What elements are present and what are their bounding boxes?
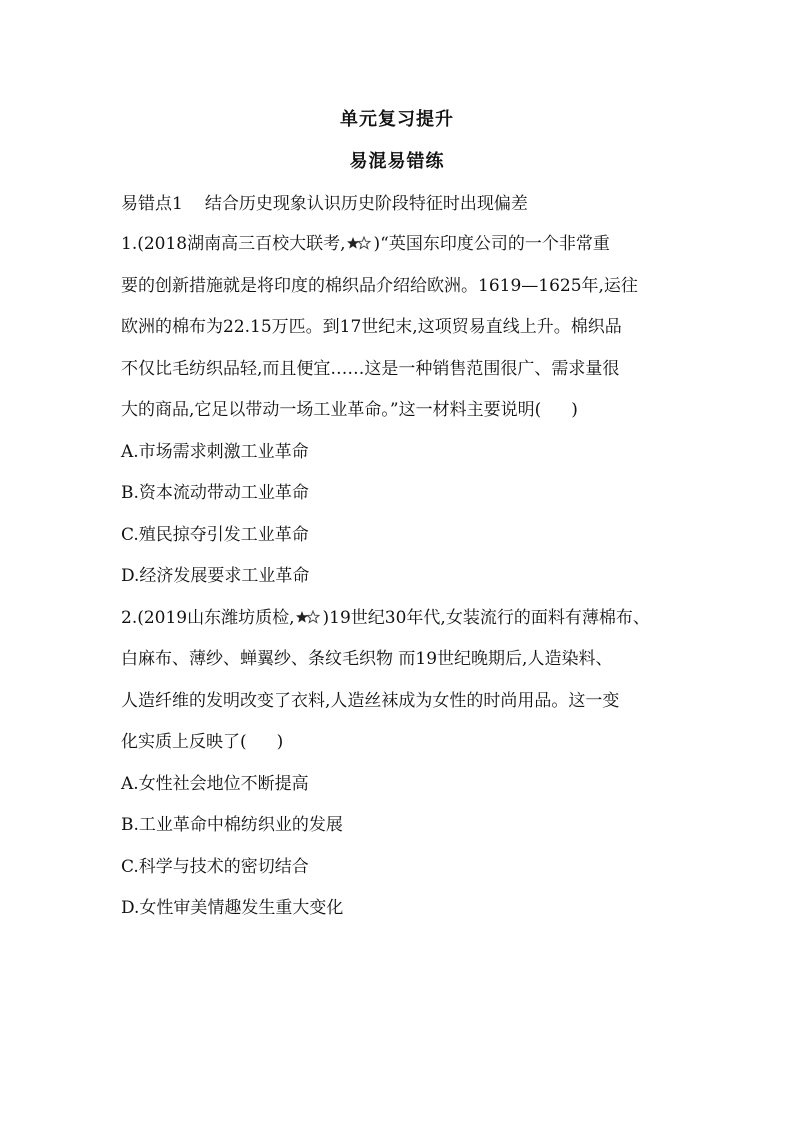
question-2-option-a: A.女性社会地位不断提高 [121, 774, 309, 794]
section-label: 易错点1 [121, 194, 183, 214]
question-2-line-1 [121, 607, 650, 629]
page-subtitle: 易混易错练 [349, 151, 445, 172]
question-1-line-3: 欧洲的棉布为22.15万匹。到17世纪末,这项贸易直线上升。棉织品 [121, 317, 622, 337]
question-2-option-b: B.工业革命中棉纺织业的发展 [121, 815, 343, 835]
question-2-option-d: D.女性审美情趣发生重大变化 [121, 898, 344, 918]
question-2-source: 2.(2019山东潍坊质检, [121, 608, 295, 628]
page-title: 单元复习提升 [340, 109, 454, 130]
question-1-source: 1.(2018湖南高三百校大联考, [121, 234, 346, 254]
question-1-option-b: B.资本流动带动工业革命 [121, 483, 309, 503]
question-2-line-3: 人造纤维的发明改变了衣料,人造丝袜成为女性的时尚用品。这一变 [121, 691, 620, 711]
question-1-option-a: A.市场需求刺激工业革命 [121, 442, 309, 462]
question-1-option-d: D.经济发展要求工业革命 [121, 566, 310, 586]
question-1-line-2: 要的创新措施就是将印度的棉织品介绍给欧洲。1619—1625年,运往 [121, 276, 638, 296]
section-text: 结合历史现象认识历史阶段特征时出现偏差 [204, 194, 528, 214]
difficulty-star-icon [347, 236, 373, 250]
question-1-line-5: 大的商品,它足以带动一场工业革命。”这一材料主要说明( ) [121, 400, 578, 420]
question-2-text-1: )19世纪30年代,女装流行的面料有薄棉布、 [322, 608, 650, 628]
question-1-text-1: )“英国东印度公司的一个非常重 [373, 234, 610, 254]
question-1-line-4: 不仅比毛纺织品轻,而且便宜……这是一种销售范围很广、需求量很 [121, 359, 620, 379]
question-2-option-c: C.科学与技术的密切结合 [121, 857, 309, 877]
question-2-line-2: 白麻布、薄纱、蝉翼纱、条纹毛织物 而19世纪晚期后,人造染料、 [121, 649, 613, 669]
section-heading [121, 189, 528, 214]
question-1-option-c: C.殖民掠夺引发工业革命 [121, 525, 309, 545]
question-1-line-1 [121, 233, 610, 255]
question-2-line-4: 化实质上反映了( ) [121, 732, 284, 752]
difficulty-star-icon [296, 610, 322, 624]
